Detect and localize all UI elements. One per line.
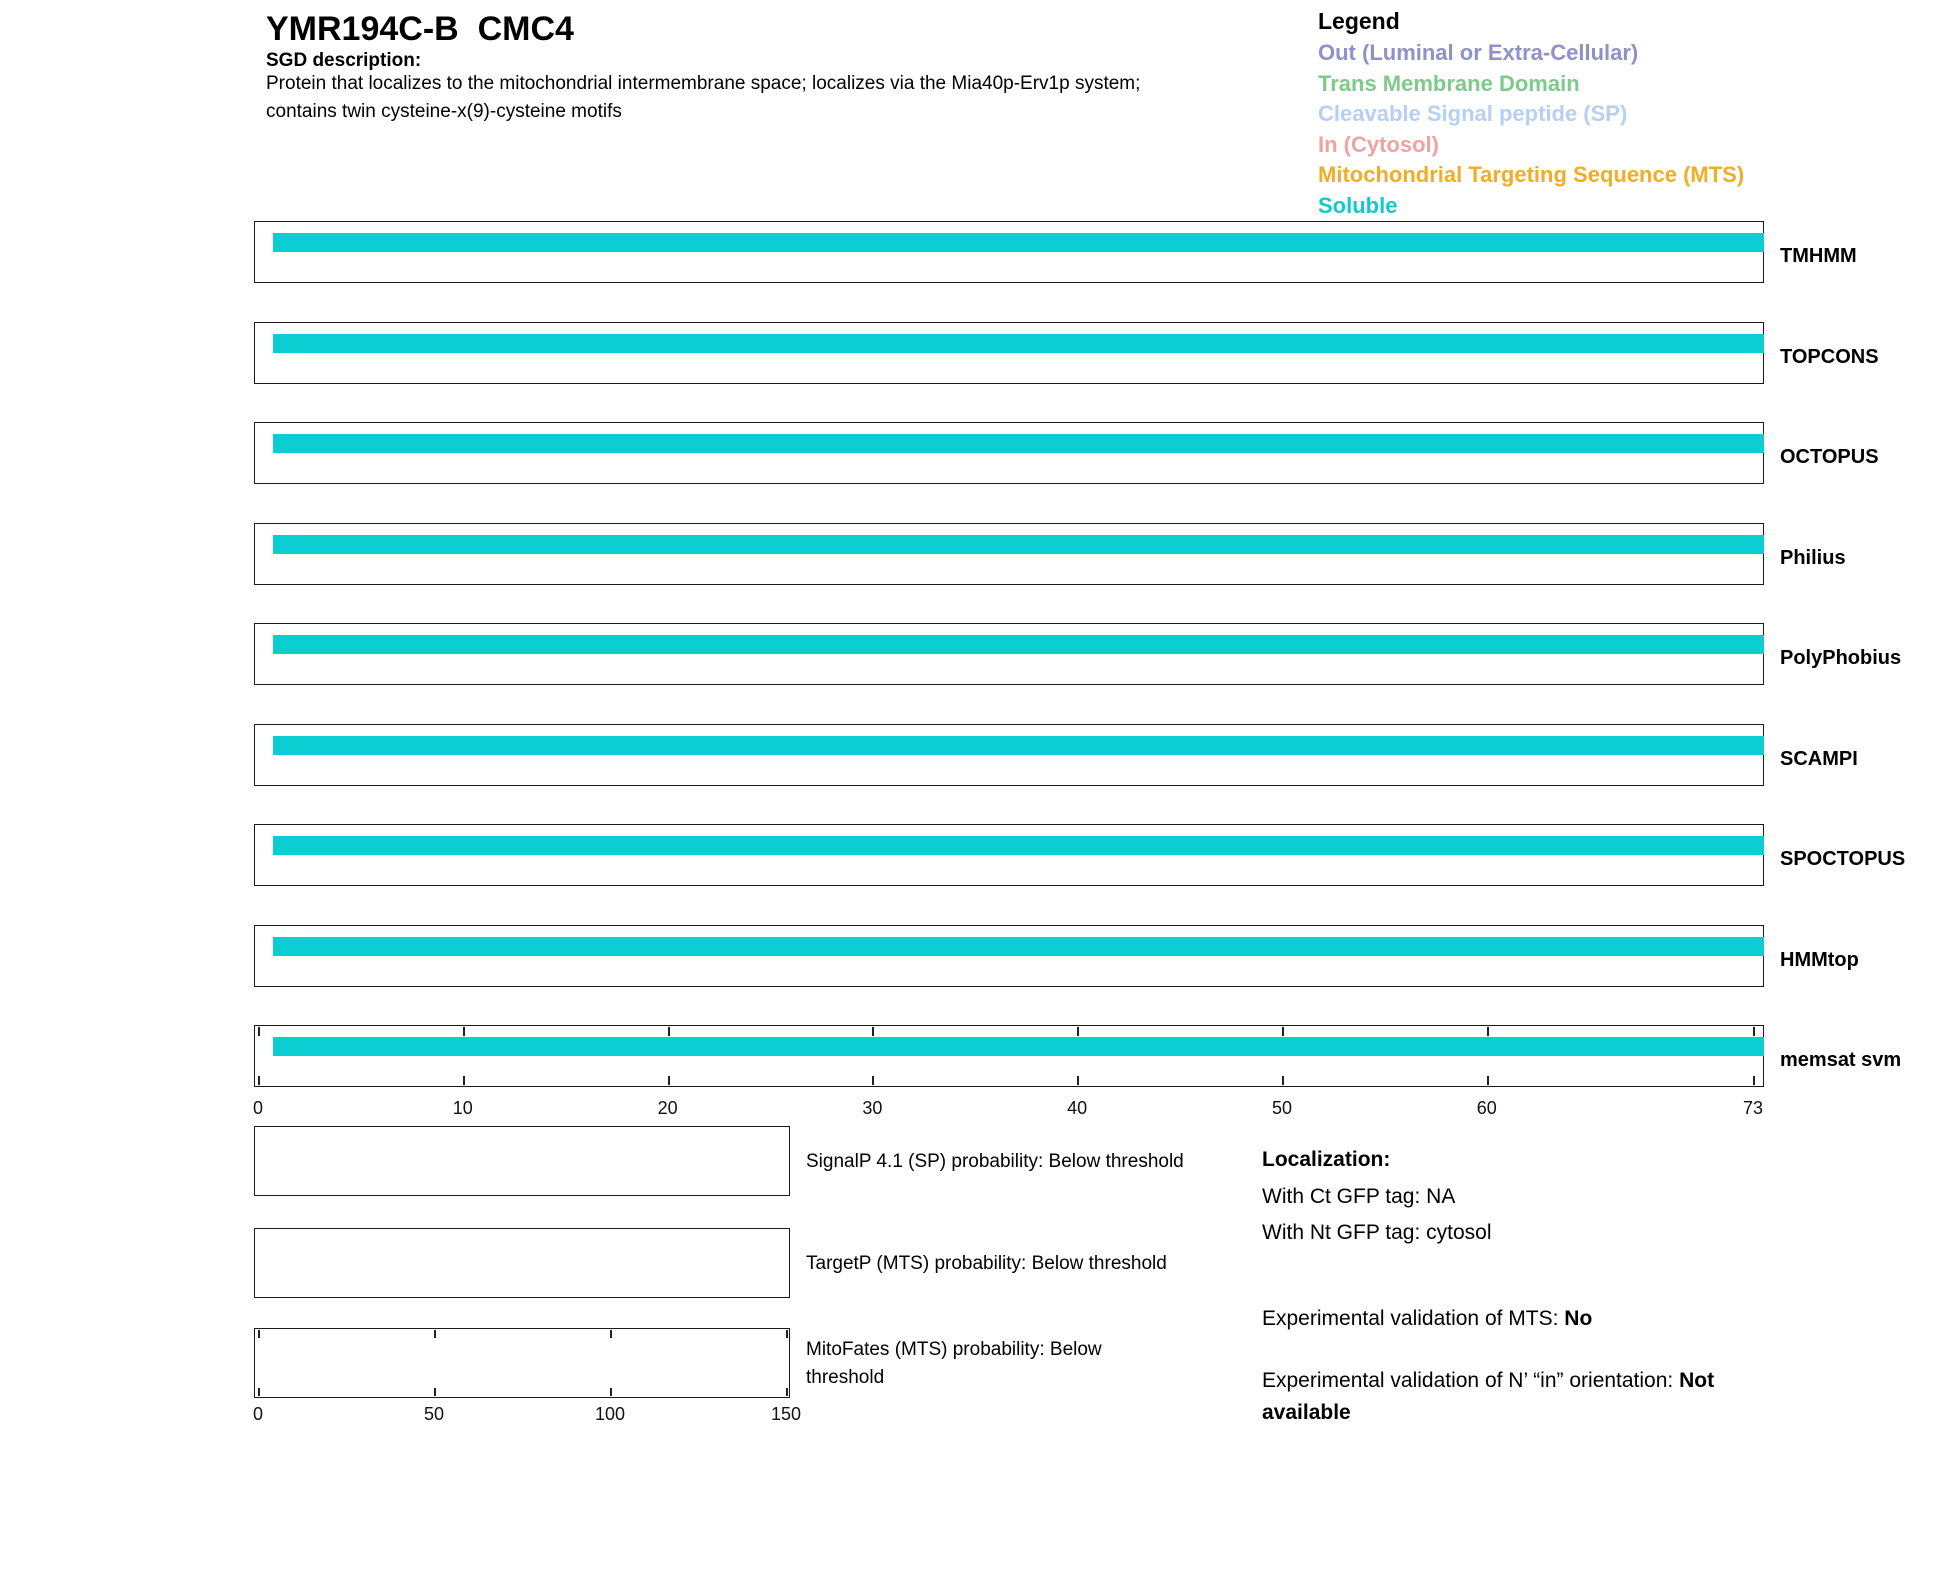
panel-box-signalp-4-1-sp	[254, 1126, 790, 1196]
axis-tick	[258, 1027, 260, 1036]
track-label-spoctopus: SPOCTOPUS	[1780, 848, 1906, 870]
axis-tick	[434, 1388, 436, 1396]
axis-tick-label: 150	[770, 1404, 802, 1424]
axis-tick	[1753, 1027, 1755, 1036]
orientation-validation-line	[1262, 1365, 1746, 1429]
axis-tick	[1753, 1076, 1755, 1085]
axis-tick-label: 10	[452, 1098, 473, 1118]
panel-box-mitofates-mts	[254, 1328, 790, 1398]
axis-tick-label: 50	[423, 1404, 445, 1424]
axis-tick	[434, 1330, 436, 1338]
soluble-bar	[273, 434, 1764, 453]
axis-tick-label: 20	[657, 1098, 678, 1118]
axis-tick	[872, 1027, 874, 1036]
axis-tick	[1487, 1076, 1489, 1085]
panel-label-targetp-mts-1: TargetP (MTS) probability: Below threshold	[806, 1253, 1167, 1274]
axis-tick-label: 0	[252, 1098, 264, 1118]
axis-tick	[786, 1330, 788, 1338]
axis-tick	[1077, 1027, 1079, 1036]
legend-item-in-cytosol: In (Cytosol)	[1318, 131, 1439, 157]
page-title: YMR194C-B CMC4	[266, 10, 574, 48]
localization-nt-gfp: With Nt GFP tag: cytosol	[1262, 1221, 1492, 1244]
track-label-philius: Philius	[1780, 547, 1846, 569]
axis-tick-label: 40	[1067, 1098, 1088, 1118]
soluble-bar	[273, 334, 1764, 353]
soluble-bar	[273, 635, 1764, 654]
soluble-bar	[273, 937, 1764, 956]
legend-item-trans-membrane-domain: Trans Membrane Domain	[1318, 70, 1580, 96]
track-label-scampi: SCAMPI	[1780, 748, 1858, 770]
axis-tick-label: 100	[594, 1404, 626, 1424]
axis-tick-label: 0	[252, 1404, 264, 1424]
track-box-philius	[254, 523, 1764, 585]
track-label-topcons: TOPCONS	[1780, 346, 1879, 368]
axis-tick	[872, 1076, 874, 1085]
soluble-bar	[273, 535, 1764, 554]
track-box-scampi	[254, 724, 1764, 786]
track-label-memsat-svm: memsat svm	[1780, 1049, 1902, 1071]
axis-tick	[1282, 1076, 1284, 1085]
mts-validation-value: No	[1564, 1307, 1593, 1330]
axis-tick	[668, 1076, 670, 1085]
panel-box-targetp-mts	[254, 1228, 790, 1298]
axis-tick-label: 50	[1271, 1098, 1292, 1118]
axis-tick	[1077, 1076, 1079, 1085]
axis-tick	[258, 1388, 260, 1396]
axis-tick	[610, 1388, 612, 1396]
legend-item-soluble: Soluble	[1318, 193, 1398, 218]
orientation-validation-value: Not available	[1262, 1369, 1715, 1424]
legend-item-out-luminal-or-extra-cellular: Out (Luminal or Extra-Cellular)	[1318, 40, 1639, 65]
track-box-hmmtop	[254, 925, 1764, 987]
soluble-bar	[273, 736, 1764, 755]
track-label-hmmtop: HMMtop	[1780, 949, 1859, 971]
sgd-description-line-1: Protein that localizes to the mitochondrial intermembrane space; localizes via the Mia40p-Erv1p system;	[266, 73, 1141, 94]
orientation-validation-label: Experimental validation of N’ “in” orientation:	[1262, 1369, 1680, 1392]
sgd-description-heading: SGD description:	[266, 50, 422, 71]
axis-tick	[1282, 1027, 1284, 1036]
legend-heading: Legend	[1318, 8, 1400, 34]
localization-ct-gfp: With Ct GFP tag: NA	[1262, 1185, 1456, 1208]
axis-tick	[258, 1076, 260, 1085]
soluble-bar	[273, 836, 1764, 855]
axis-tick	[1487, 1027, 1489, 1036]
legend-item-mitochondrial-targeting-sequence-mts: Mitochondrial Targeting Sequence (MTS)	[1318, 162, 1745, 188]
axis-tick	[463, 1027, 465, 1036]
axis-tick-label: 73	[1742, 1098, 1764, 1118]
track-label-polyphobius: PolyPhobius	[1780, 647, 1902, 669]
axis-tick	[258, 1330, 260, 1338]
axis-tick	[610, 1330, 612, 1338]
mts-validation-line	[1262, 1307, 1592, 1331]
panel-label-mitofates-mts-2: threshold	[806, 1367, 885, 1388]
soluble-bar	[273, 1037, 1764, 1056]
localization-heading: Localization:	[1262, 1148, 1391, 1171]
axis-tick-label: 30	[862, 1098, 883, 1118]
axis-tick-label: 60	[1476, 1098, 1497, 1118]
track-box-octopus	[254, 422, 1764, 484]
track-box-topcons	[254, 322, 1764, 384]
axis-tick	[463, 1076, 465, 1085]
panel-label-mitofates-mts-1: MitoFates (MTS) probability: Below	[806, 1339, 1102, 1360]
panel-label-signalp-4-1-sp-1: SignalP 4.1 (SP) probability: Below threshold	[806, 1151, 1184, 1172]
sgd-description-line-2: contains twin cysteine-x(9)-cysteine motifs	[266, 101, 622, 122]
soluble-bar	[273, 233, 1764, 252]
track-box-polyphobius	[254, 623, 1764, 685]
track-box-spoctopus	[254, 824, 1764, 886]
axis-tick	[786, 1388, 788, 1396]
axis-tick	[668, 1027, 670, 1036]
track-label-octopus: OCTOPUS	[1780, 446, 1879, 468]
track-box-memsat-svm	[254, 1025, 1764, 1087]
legend-item-cleavable-signal-peptide-sp: Cleavable Signal peptide (SP)	[1318, 101, 1628, 127]
mts-validation-label: Experimental validation of MTS:	[1262, 1307, 1565, 1330]
track-label-tmhmm: TMHMM	[1780, 245, 1857, 267]
track-box-tmhmm	[254, 221, 1764, 283]
